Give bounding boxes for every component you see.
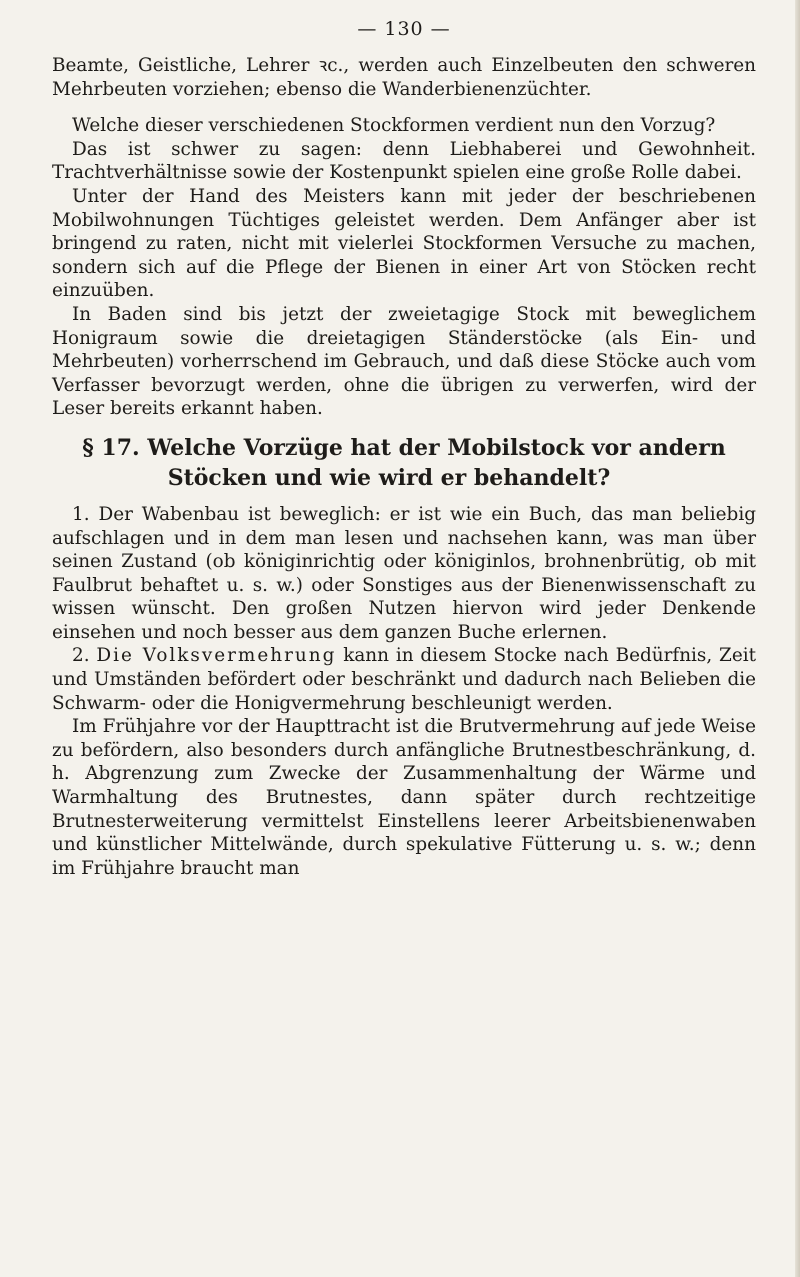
- paragraph-gap: [52, 101, 756, 114]
- section-heading: [52, 433, 756, 493]
- section-title-part-2: Stöcken und wie wird er behandelt?: [167, 464, 611, 491]
- paragraph-spring: Im Frühjahre vor der Haupttracht ist die Brutvermehrung auf jede Weise zu befördern, also besonders durch anfängliche Brutnestbeschränkung, d. h. Abgrenzung zum Zwecke der Zusammenhaltung der Wärme und Warmhaltung des Brutnestes, dann später durch rechtzeitige Brutnesterweiterung vermittelst Einstellens leerer Arbeitsbienenwaben und künstlicher Mittelwände, durch spekulative Fütterung u. s. w.; denn im Frühjahre braucht man: [52, 716, 756, 879]
- paragraph-question: Welche dieser verschiedenen Stockformen verdient nun den Vorzug?: [72, 115, 716, 137]
- list-item-1-label: 1.: [72, 503, 90, 525]
- paragraph-beekeepers: Beamte, Geistliche, Lehrer ꝛc., werden auch Einzelbeuten den schweren Mehrbeuten vorziehen; ebenso die Wanderbienenzüchter.: [52, 55, 756, 100]
- list-item-2-label: 2.: [72, 645, 90, 667]
- list-item-1-text: Der Wabenbau ist beweglich: er ist wie ein Buch, das man beliebig aufschlagen und in dem man lesen und nachsehen kann, was man über seinen Zustand (ob königinrichtig oder königinlos, brohnenbrütig, ob mit Faulbrut behaftet u. s. w.) oder Sonstiges aus der Bienenwissenschaft zu wissen wünscht. Den großen Nutzen hiervon wird jeder Denkende einsehen und noch besser aus dem ganzen Buche erlernen.: [52, 503, 756, 643]
- list-item-2: [52, 644, 756, 715]
- paragraph-master: Unter der Hand des Meisters kann mit jeder der beschriebenen Mobilwohnungen Tüchtiges geleistet werden. Dem Anfänger aber ist bringend zu raten, nicht mit vielerlei Stockformen Versuche zu machen, sondern sich auf die Pflege der Bienen in einer Art von Stöcken recht einzuüben.: [52, 185, 756, 302]
- list-item-2-emphasis: Die Volksvermehrung: [96, 645, 337, 667]
- list-item-1: [52, 503, 756, 645]
- list-item-2-text: kann in diesem Stocke nach Bedürfnis, Zeit und Umständen befördert oder beschränkt und dadurch nach Belieben die Schwarm- oder die Honigvermehrung beschleunigt werden.: [52, 645, 756, 714]
- page-number: — 130 —: [357, 18, 451, 40]
- section-title-part-1: Welche Vorzüge hat der Mobilstock vor andern: [147, 434, 726, 461]
- section-number: § 17.: [82, 434, 140, 461]
- section-heading-line-1: [52, 433, 756, 463]
- paragraph-baden: In Baden sind bis jetzt der zweietagige Stock mit beweglichem Honigraum sowie die dreietagigen Ständerstöcke (als Ein- und Mehrbeuten) vorherrschend im Gebrauch, und daß diese Stöcke auch vom Verfasser bevorzugt werden, ohne die übrigen zu verwerfen, wird der Leser bereits erkannt haben.: [52, 303, 756, 420]
- paragraph-hard-to-say: Das ist schwer zu sagen: denn Liebhaberei und Gewohnheit. Trachtverhältnisse sowie der Kostenpunkt spielen eine große Rolle dabei.: [52, 138, 756, 184]
- page-edge-shadow: [795, 0, 800, 1277]
